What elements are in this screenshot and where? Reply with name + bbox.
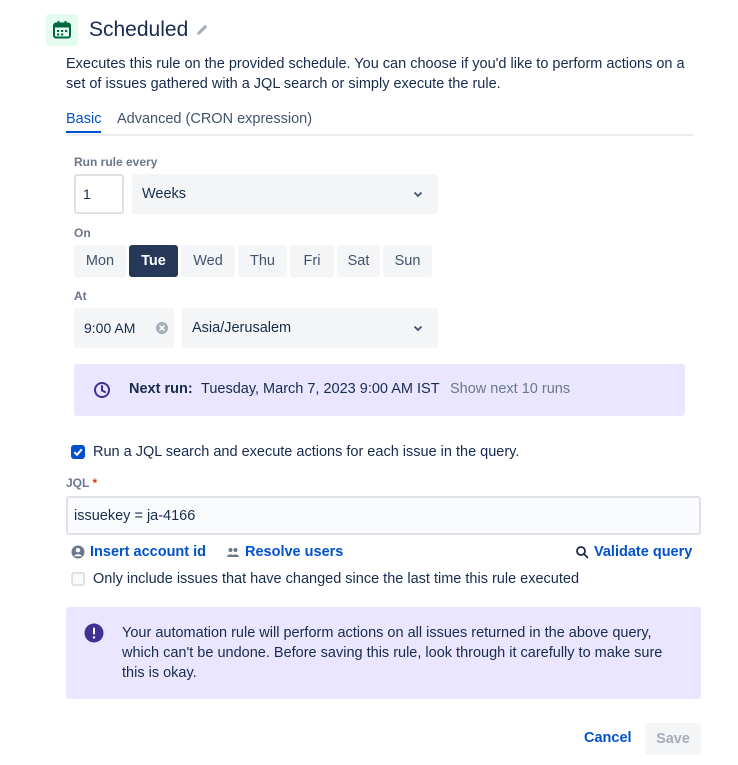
day-fri[interactable]: Fri [290,245,334,277]
day-mon[interactable]: Mon [74,245,126,277]
clock-icon [93,381,111,399]
resolve-users-label: Resolve users [245,544,344,560]
people-icon [226,545,240,559]
day-sun[interactable]: Sun [383,245,432,277]
validate-query-button[interactable] [575,543,692,561]
only-changed-checkbox[interactable] [71,572,85,586]
next-run-panel [74,364,685,416]
tab-basic[interactable]: Basic [66,111,102,127]
insert-account-id-button[interactable] [71,543,206,561]
only-changed-checkbox-label: Only include issues that have changed since the last time this rule executed [93,571,580,587]
chevron-down-icon [412,321,424,333]
exclamation-icon [84,623,104,643]
required-marker: * [92,476,98,490]
jql-input[interactable] [66,496,701,535]
interval-input[interactable] [74,174,124,214]
insert-account-id-label: Insert account id [90,544,207,560]
jql-field-label [66,476,97,490]
day-thu[interactable]: Thu [238,245,287,277]
checkmark-icon [71,445,85,459]
jql-value: issuekey = ja-4166 [74,508,196,524]
next-run-value: Tuesday, March 7, 2023 9:00 AM IST [201,381,440,397]
next-run-label: Next run: [129,381,193,397]
tab-bar [66,109,693,136]
edit-pencil-icon[interactable] [194,22,210,38]
jql-search-checkbox[interactable] [71,445,85,459]
run-every-label: Run rule every [74,155,158,169]
day-wed[interactable]: Wed [181,245,235,277]
validate-query-label: Validate query [594,544,693,560]
day-tue[interactable]: Tue [129,245,178,277]
interval-unit-value: Weeks [142,186,187,202]
at-label: At [74,289,87,303]
active-tab-indicator [66,131,101,133]
resolve-users-button[interactable] [226,543,343,561]
page-title: Scheduled [89,18,189,41]
day-sat[interactable]: Sat [337,245,380,277]
search-icon [575,545,589,559]
trigger-description: Executes this rule on the provided schedule. You can choose if you'd like to perform actions on a set of issues gathered with a JQL search or simply execute the rule. [66,56,685,92]
interval-unit-select[interactable] [132,174,438,214]
on-label: On [74,226,91,240]
time-picker[interactable] [74,308,174,348]
clear-icon[interactable] [155,321,169,335]
save-button[interactable]: Save [645,723,701,755]
warning-panel [66,607,701,699]
interval-value: 1 [83,186,91,202]
show-next-runs-link[interactable]: Show next 10 runs [450,381,571,397]
jql-label-text: JQL [66,476,90,490]
calendar-icon [46,14,78,46]
cancel-button[interactable]: Cancel [584,730,632,746]
time-value: 9:00 AM [84,320,136,336]
day-selector [74,245,432,277]
timezone-select[interactable] [182,308,438,348]
warning-text: Your automation rule will perform actions on all issues returned in the above query, which can't be undone. Before saving this rule, look through it carefully to make sure this is okay. [122,625,663,681]
timezone-value: Asia/Jerusalem [192,320,292,336]
person-icon [71,545,85,559]
tab-advanced-cron[interactable]: Advanced (CRON expression) [117,111,313,127]
jql-search-checkbox-label: Run a JQL search and execute actions for each issue in the query. [93,444,520,460]
chevron-down-icon [412,187,424,199]
